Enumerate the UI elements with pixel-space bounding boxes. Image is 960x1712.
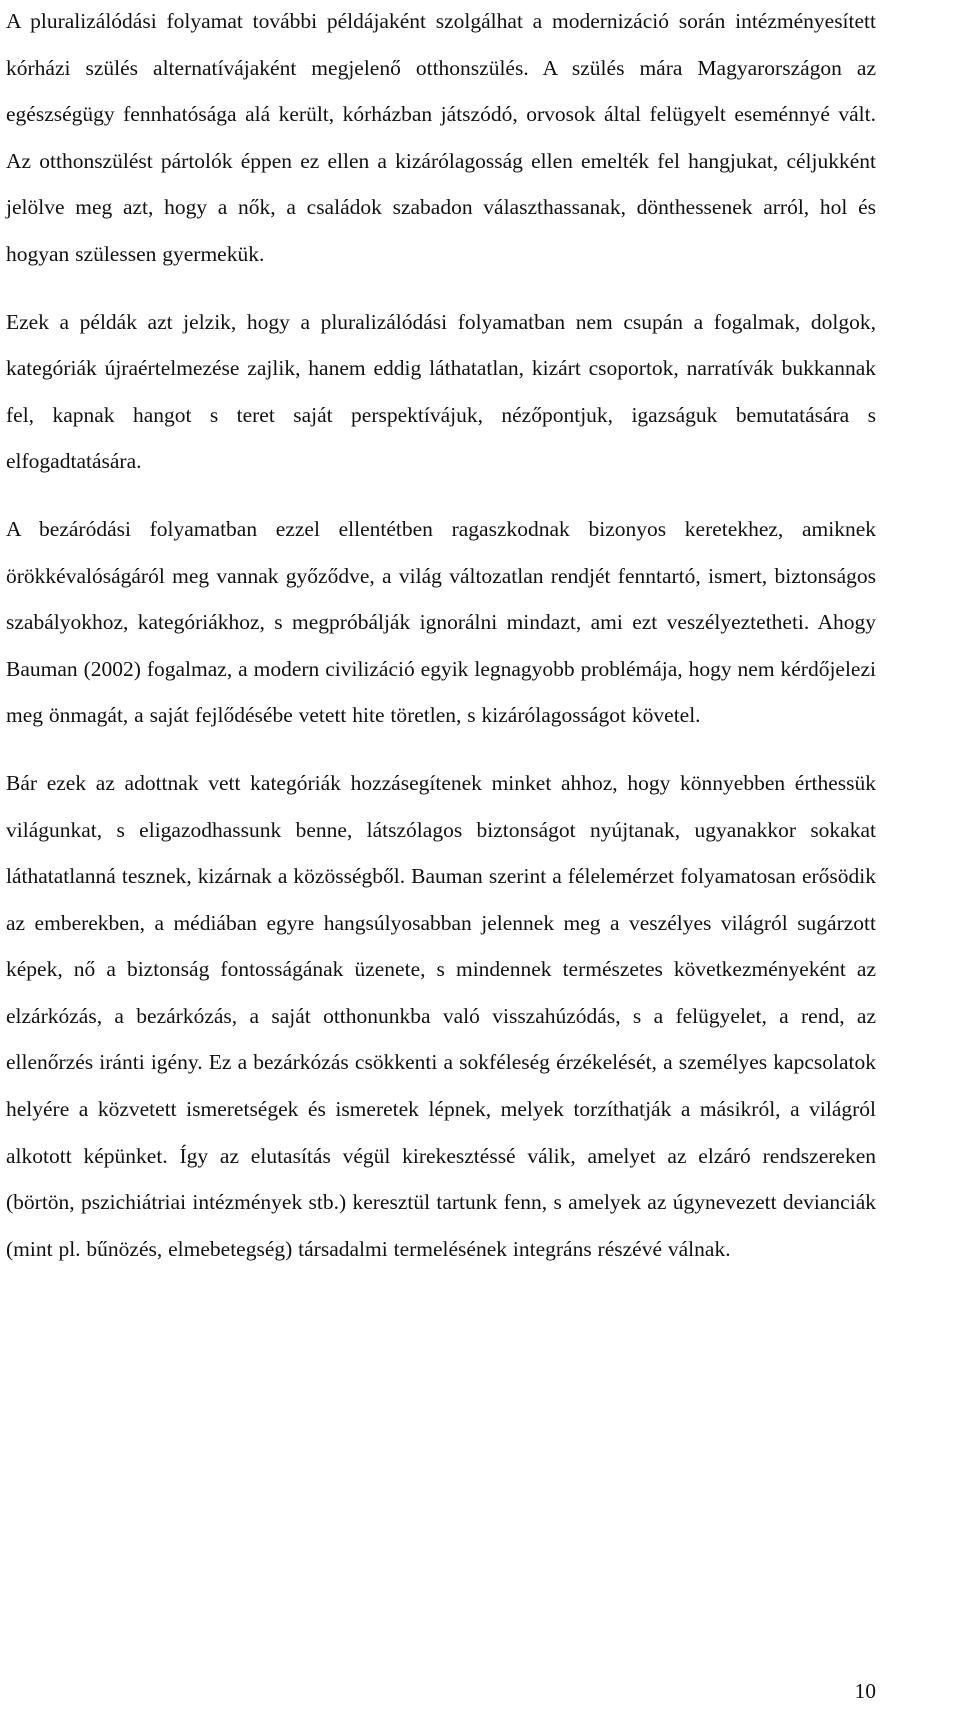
paragraph-pluralization-examples: Ezek a példák azt jelzik, hogy a pluralizálódási folyamatban nem csupán a fogalmak, dolgok, kategóriák újraértelmezése zajlik, hanem eddig láthatatlan, kizárt csoportok, narratívák bukkannak fel, kapnak hangot s teret saját perspektívájuk, nézőpontjuk, igazságuk bemutatására s elfogadtatására.: [6, 309, 876, 474]
paragraph-home-birth: A pluralizálódási folyamat további példájaként szolgálhat a modernizáció során intézményesített kórházi szülés alternatívájaként megjelenő otthonszülés. A szülés mára Magyarországon az egészségügy fennhatósága alá került, kórházban játszódó, orvosok által felügyelt eseménnyé vált. Az otthonszülést pártolók éppen ez ellen a kizárólagosság ellen emelték fel hangjukat, céljukként jelölve meg azt, hogy a nők, a családok szabadon választhassanak, dönthessenek arról, hol és hogyan szülessen gyermekük.: [6, 9, 876, 266]
page-number: 10: [854, 1679, 876, 1703]
document-page: [6, 0, 876, 1272]
paragraph-closure-process: A bezáródási folyamatban ezzel ellentétben ragaszkodnak bizonyos keretekhez, amiknek örökkévalóságáról meg vannak győződve, a világ változatlan rendjét fenntartó, ismert, biztonságos szabályokhoz, kategóriákhoz, s megpróbálják ignorálni mindazt, ami ezt veszélyeztetheti. Ahogy Bauman (2002) fogalmaz, a modern civilizáció egyik legnagyobb problémája, hogy nem kérdőjelezi meg önmagát, a saját fejlődésébe vetett hite töretlen, s kizárólagosságot követel.: [6, 516, 876, 728]
paragraph-categories-bauman: Bár ezek az adottnak vett kategóriák hozzásegítenek minket ahhoz, hogy könnyebben érthessük világunkat, s eligazodhassunk benne, látszólagos biztonságot nyújtanak, ugyanakkor sokakat láthatatlanná tesznek, kizárnak a közösségből. Bauman szerint a félelemérzet folyamatosan erősödik az emberekben, a médiában egyre hangsúlyosabban jelennek meg a veszélyes világról sugárzott képek, nő a biztonság fontosságának üzenete, s mindennek természetes következményeként az elzárkózás, a bezárkózás, a saját otthonunkba való visszahúzódás, s a felügyelet, a rend, az ellenőrzés iránti igény. Ez a bezárkózás csökkenti a sokféleség érzékelését, a személyes kapcsolatok helyére a közvetett ismeretségek és ismeretek lépnek, melyek torzíthatják a másikról, a világról alkotott képünket. Így az elutasítás végül kirekesztéssé válik, amelyet az elzáró rendszereken (börtön, pszichiátriai intézmények stb.) keresztül tartunk fenn, s amelyek az úgynevezett devianciák (mint pl. bűnözés, elmebetegség) társadalmi termelésének integráns részévé válnak.: [6, 770, 876, 1261]
